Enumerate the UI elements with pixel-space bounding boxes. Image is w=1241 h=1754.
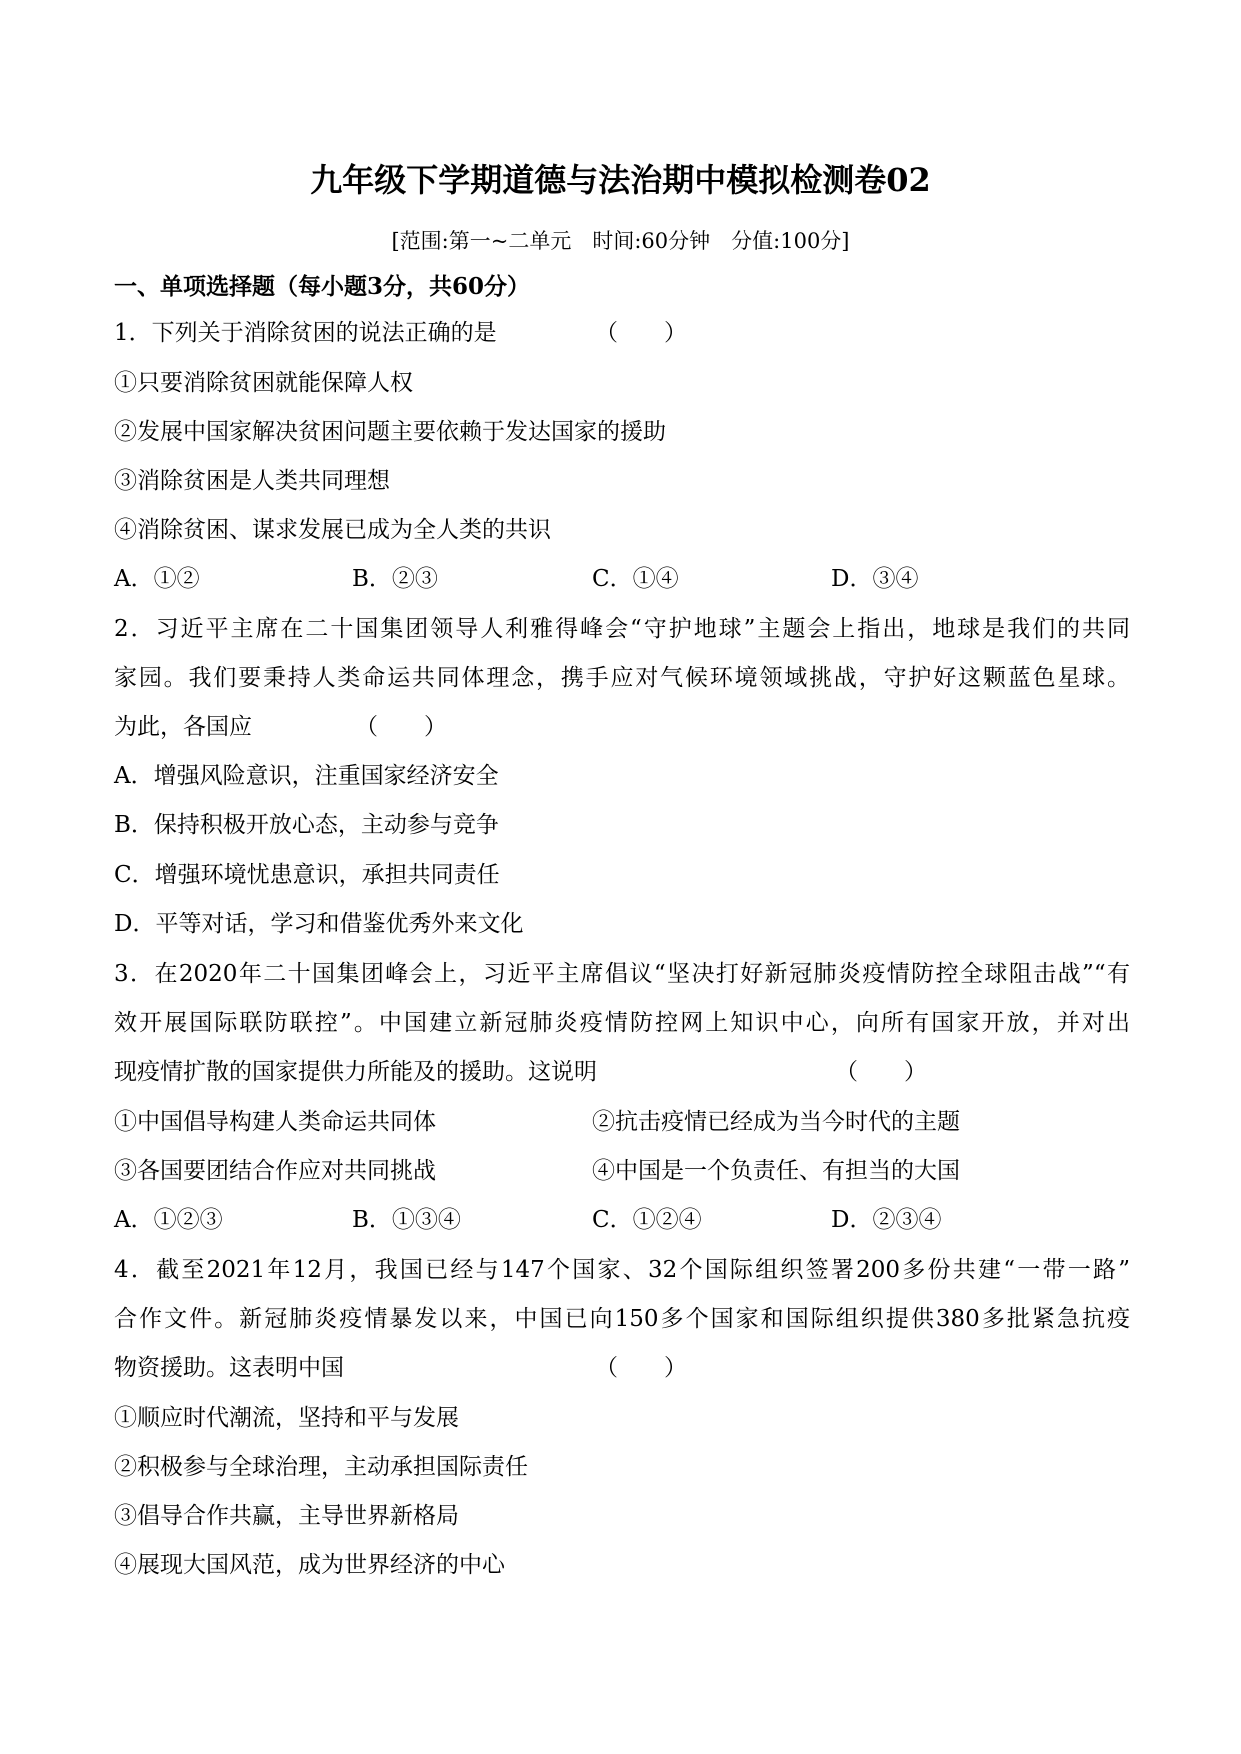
q4-statement-1: ①顺应时代潮流，坚持和平与发展 [114, 1405, 459, 1431]
question-3-stem-line-1: 3．在2020年二十国集团峰会上，习近平主席倡议“坚决打好新冠肺炎疫情防控全球阻击战”“有 [114, 961, 1130, 987]
answer-blank-1: （ ） [595, 320, 687, 346]
exam-scope: [范围:第一~二单元 时间:60分钟 分值:100分] [391, 229, 850, 253]
q1-statement-2: ②发展中国家解决贫困问题主要依赖于发达国家的援助 [114, 419, 666, 445]
question-4-stem-line-1: 4．截至2021年12月，我国已经与147个国家、32个国际组织签署200多份共建“一带一路” [114, 1257, 1130, 1283]
answer-blank-2: （ ） [355, 714, 447, 740]
question-3-stem-line-3: 现疫情扩散的国家提供力所能及的援助。这说明 [114, 1059, 597, 1085]
q1-option-b: B．②③ [352, 566, 438, 592]
q3-statement-1: ①中国倡导构建人类命运共同体 [114, 1109, 436, 1135]
answer-blank-4: （ ） [595, 1355, 687, 1381]
q1-option-c: C．①④ [592, 566, 679, 592]
q3-option-c: C．①②④ [592, 1207, 702, 1233]
section-heading: 一、单项选择题（每小题3分，共60分） [114, 273, 531, 300]
q3-statement-3: ③各国要团结合作应对共同挑战 [114, 1158, 436, 1184]
q4-statement-4: ④展现大国风范，成为世界经济的中心 [114, 1552, 505, 1578]
q4-statement-2: ②积极参与全球治理，主动承担国际责任 [114, 1454, 528, 1480]
question-1-stem: 1．下列关于消除贫困的说法正确的是 [114, 320, 497, 346]
q1-option-d: D．③④ [831, 566, 919, 592]
q1-statement-1: ①只要消除贫困就能保障人权 [114, 370, 413, 396]
q1-option-a: A．①② [114, 566, 200, 592]
q2-option-d: D．平等对话，学习和借鉴优秀外来文化 [114, 911, 524, 937]
q2-option-a: A．增强风险意识，注重国家经济安全 [114, 763, 499, 789]
q3-statement-4: ④中国是一个负责任、有担当的大国 [592, 1158, 960, 1184]
q3-option-a: A．①②③ [114, 1207, 223, 1233]
question-3-stem-line-2: 效开展国际联防联控”。中国建立新冠肺炎疫情防控网上知识中心，向所有国家开放，并对出 [114, 1010, 1130, 1036]
q3-statement-2: ②抗击疫情已经成为当今时代的主题 [592, 1109, 960, 1135]
page-title: 九年级下学期道德与法治期中模拟检测卷02 [310, 161, 931, 199]
q1-statement-3: ③消除贫困是人类共同理想 [114, 468, 390, 494]
q4-statement-3: ③倡导合作共赢，主导世界新格局 [114, 1503, 459, 1529]
answer-blank-3: （ ） [835, 1059, 927, 1085]
q1-statement-4: ④消除贫困、谋求发展已成为全人类的共识 [114, 517, 551, 543]
question-4-stem-line-2: 合作文件。新冠肺炎疫情暴发以来，中国已向150多个国家和国际组织提供380多批紧急抗疫 [114, 1306, 1130, 1332]
question-4-stem-line-3: 物资援助。这表明中国 [114, 1355, 344, 1381]
q2-option-b: B．保持积极开放心态，主动参与竞争 [114, 812, 499, 838]
question-2-stem-line-2: 家园。我们要秉持人类命运共同体理念，携手应对气候环境领域挑战，守护好这颗蓝色星球。 [114, 665, 1130, 691]
q3-option-b: B．①③④ [352, 1207, 461, 1233]
q2-option-c: C．增强环境忧患意识，承担共同责任 [114, 862, 500, 888]
q3-option-d: D．②③④ [831, 1207, 942, 1233]
question-2-stem-line-1: 2．习近平主席在二十国集团领导人利雅得峰会“守护地球”主题会上指出，地球是我们的共同 [114, 616, 1130, 642]
question-2-stem-line-3: 为此，各国应 [114, 714, 252, 740]
